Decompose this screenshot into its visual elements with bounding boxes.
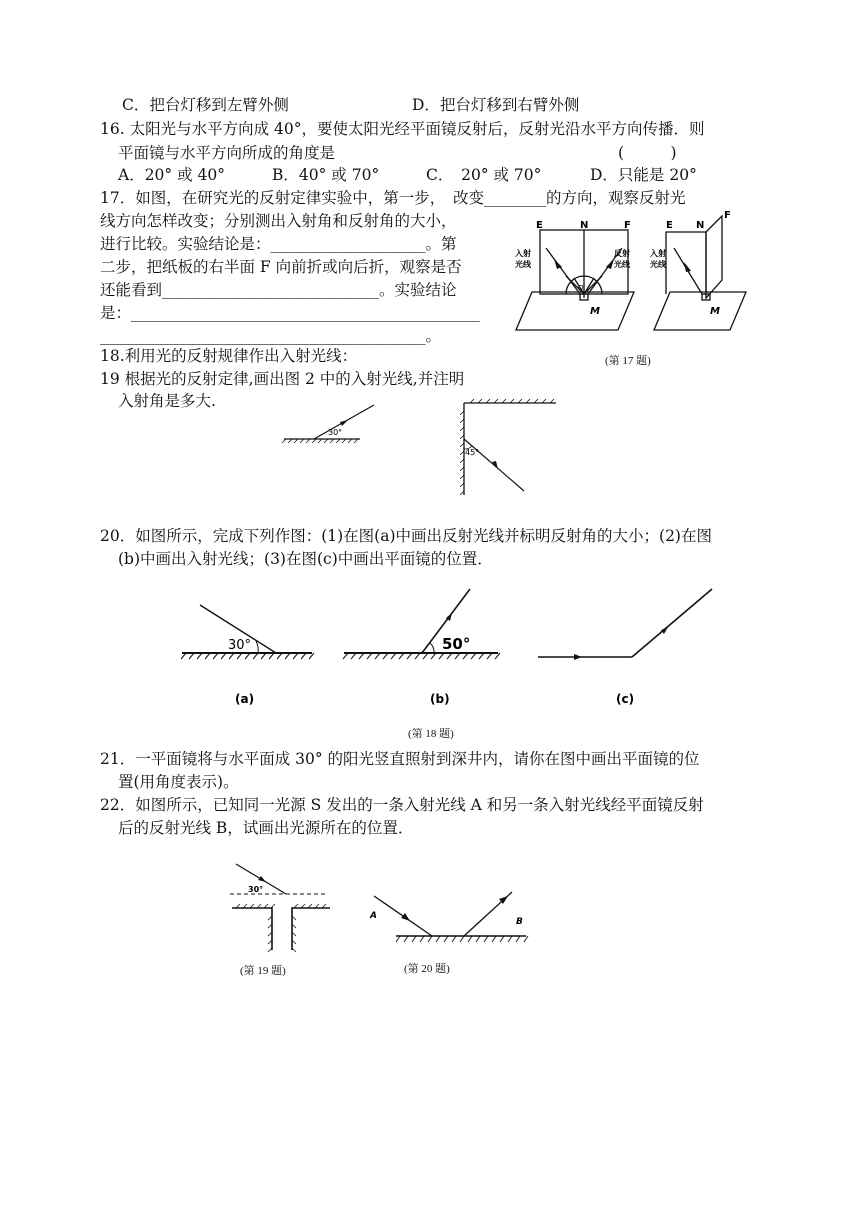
q16-option-c: C． 20° 或 70°	[426, 166, 542, 184]
q16-option-d: D．只能是 20°	[590, 166, 697, 184]
well-figure	[228, 862, 348, 962]
q16-stem-line2: 平面镜与水平方向所成的角度是	[118, 144, 336, 162]
label-m: M	[590, 306, 600, 317]
label-f-right: F	[724, 210, 731, 221]
label-incident-1: 入射	[515, 249, 531, 258]
q19-figure-a	[280, 395, 400, 475]
q19-figure-b	[450, 395, 570, 500]
q17-figure	[510, 210, 750, 340]
q20-label-b: (b)	[430, 692, 450, 706]
q17-line5: 还能看到____________________________。实验结论	[100, 281, 457, 299]
q18-text: 18.利用光的反射规律作出入射光线：	[100, 347, 358, 365]
q19-angle-a: 30°	[328, 428, 343, 437]
q20-label-a: (a)	[235, 692, 255, 706]
well-angle: 30°	[248, 885, 264, 894]
label-reflect-2: 光线	[614, 260, 630, 269]
q22-caption-20: (第 20 题)	[404, 963, 450, 975]
q19-line1: 19 根据光的反射定律,画出图 2 中的入射光线,并注明	[100, 370, 465, 388]
ray-a-label: A	[370, 911, 377, 921]
label-reflect-1: 反射	[614, 249, 630, 258]
q20-angle-a: 30°	[228, 638, 252, 653]
q17-line2: 线方向怎样改变；分别测出入射角和反射角的大小，	[100, 212, 457, 230]
label-o: O	[578, 284, 584, 292]
q21-line1: 21．一平面镜将与水平面成 30° 的阳光竖直照射到深井内，请你在图中画出平面镜的位	[100, 750, 700, 768]
ray-b-label: B	[516, 917, 523, 927]
label-m-right: M	[710, 306, 720, 317]
source-figure	[366, 868, 546, 948]
label-e-right: E	[666, 220, 673, 231]
q17-line6: 是：_____________________________________________	[100, 304, 480, 322]
label-n: N	[580, 220, 589, 231]
label-incident-2: 光线	[515, 260, 531, 269]
q17-line3: 进行比较。实验结论是：____________________。第	[100, 235, 457, 253]
q17-line4: 二步，把纸板的右半面 F 向前折或向后折，观察是否	[100, 258, 462, 276]
q20-figure	[180, 585, 720, 715]
q17-line7: __________________________________________。	[100, 327, 442, 345]
label-incident-right-2: 光线	[650, 260, 666, 269]
label-incident-right-1: 入射	[650, 249, 666, 258]
q20-label-c: (c)	[616, 692, 635, 706]
q20-line2: (b)中画出入射光线；(3)在图(c)中画出平面镜的位置．	[118, 550, 493, 568]
label-f: F	[624, 220, 631, 231]
q17-caption: (第 17 题)	[605, 355, 651, 367]
q16-stem-line1: 16. 太阳光与水平方向成 40°，要使太阳光经平面镜反射后，反射光沿水平方向传播．则	[100, 120, 705, 138]
q21-line2: 置(用角度表示)。	[118, 773, 239, 791]
q16-option-a: A．20° 或 40°	[118, 166, 225, 184]
q15-option-c: C．把台灯移到左臂外侧	[122, 96, 289, 114]
q16-option-b: B．40° 或 70°	[272, 166, 380, 184]
q22-caption-19: (第 19 题)	[240, 965, 286, 977]
q15-option-d: D．把台灯移到右臂外侧	[412, 96, 580, 114]
q20-angle-b: 50°	[442, 635, 471, 653]
q20-line1: 20．如图所示，完成下列作图：(1)在图(a)中画出反射光线并标明反射角的大小；(2)在图	[100, 527, 712, 545]
q17-line1: 17．如图，在研究光的反射定律实验中，第一步， 改变________的方向，观察反射光	[100, 189, 686, 207]
q19-line2: 入射角是多大.	[118, 392, 216, 410]
q19-angle-b: 45°	[465, 448, 480, 457]
label-n-right: N	[696, 220, 705, 231]
q20-caption: (第 18 题)	[408, 728, 454, 740]
label-e: E	[536, 220, 543, 231]
q22-line2: 后的反射光线 B，试画出光源所在的位置．	[118, 819, 414, 837]
q22-line1: 22．如图所示，已知同一光源 S 发出的一条入射光线 A 和另一条入射光线经平面镜反射	[100, 796, 704, 814]
q16-answer-paren: ( )	[618, 144, 677, 162]
